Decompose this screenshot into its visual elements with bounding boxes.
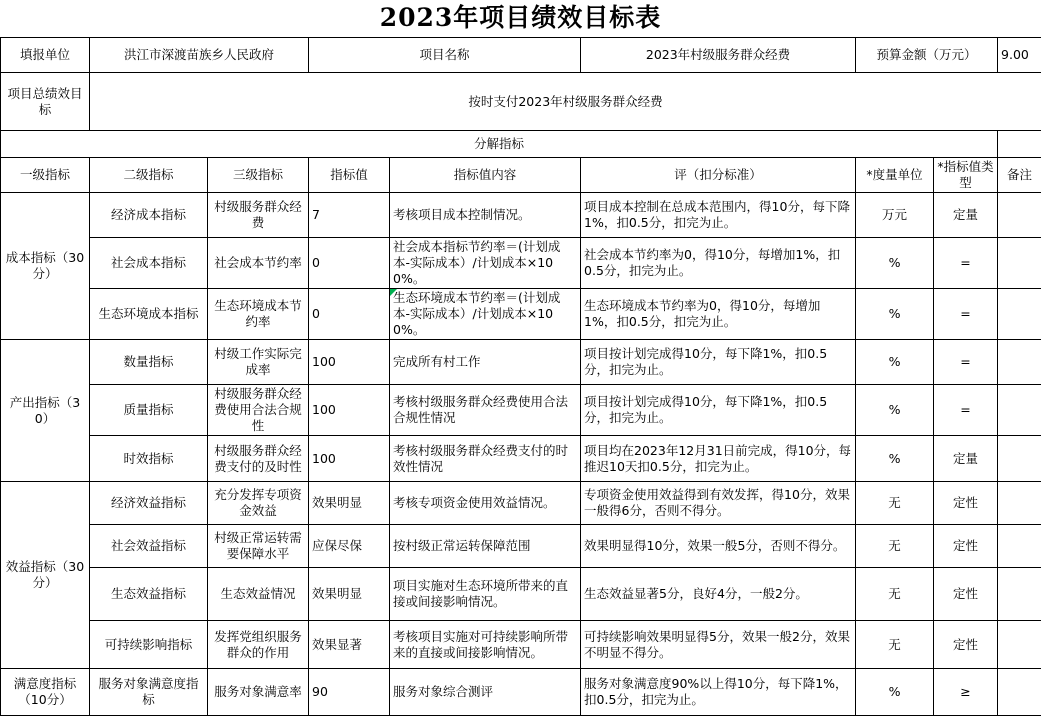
measure-unit-cell: %	[856, 385, 934, 436]
cell-comment-marker-icon	[390, 289, 397, 296]
indicator-row	[1, 669, 1041, 716]
indicator-value-cell: 应保尽保	[309, 525, 390, 568]
note-cell	[998, 525, 1041, 568]
measure-unit-cell: %	[856, 289, 934, 340]
value-type-cell: =	[934, 289, 998, 340]
value-type-cell: =	[934, 238, 998, 289]
indicator-content-cell: 服务对象综合测评	[390, 669, 581, 716]
indicator-content-cell	[390, 289, 581, 340]
scoring-criteria-cell: 服务对象满意度90%以上得10分，每下降1%，扣0.5分，扣完为止。	[581, 669, 856, 716]
overall-goal-value: 按时支付2023年村级服务群众经费	[90, 73, 1041, 131]
value-type-cell: =	[934, 340, 998, 385]
decomposed-indicators-row	[1, 131, 1041, 158]
indicator-row	[1, 238, 1041, 289]
reporting-unit-label: 填报单位	[1, 38, 90, 73]
scoring-criteria-cell: 效果明显得10分，效果一般5分，否则不得分。	[581, 525, 856, 568]
indicator-content-cell: 考核项目成本控制情况。	[390, 193, 581, 238]
level3-indicator-cell: 村级服务群众经费	[208, 193, 309, 238]
measure-unit-cell: %	[856, 669, 934, 716]
indicator-value-cell: 90	[309, 669, 390, 716]
level3-indicator-cell: 村级服务群众经费支付的及时性	[208, 436, 309, 482]
indicator-content-cell: 完成所有村工作	[390, 340, 581, 385]
page-title: 2023年项目绩效目标表	[0, 0, 1041, 37]
indicator-row	[1, 385, 1041, 436]
indicator-value-cell: 0	[309, 238, 390, 289]
indicator-content-text: 生态环境成本节约率＝(计划成本-实际成本）/计划成本×100%。	[393, 290, 560, 337]
level1-group-benefit: 效益指标（30分）	[1, 482, 90, 669]
overall-goal-row	[1, 73, 1041, 131]
col-header-criteria: 评（扣分标准）	[581, 158, 856, 193]
col-header-type: *指标值类型	[934, 158, 998, 193]
budget-amount-label: 预算金额（万元）	[856, 38, 998, 73]
level2-indicator-cell: 社会成本指标	[90, 238, 208, 289]
overall-goal-label: 项目总绩效目标	[1, 73, 90, 131]
col-header-level3: 三级指标	[208, 158, 309, 193]
indicator-value-cell: 效果明显	[309, 482, 390, 525]
project-name-label: 项目名称	[309, 38, 581, 73]
scoring-criteria-cell: 生态效益显著5分，良好4分，一般2分。	[581, 568, 856, 621]
scoring-criteria-cell: 项目按计划完成得10分，每下降1%，扣0.5分，扣完为止。	[581, 340, 856, 385]
measure-unit-cell: 万元	[856, 193, 934, 238]
level2-indicator-cell: 数量指标	[90, 340, 208, 385]
measure-unit-cell: 无	[856, 621, 934, 669]
indicator-content-cell: 考核专项资金使用效益情况。	[390, 482, 581, 525]
col-header-unit: *度量单位	[856, 158, 934, 193]
level2-indicator-cell: 时效指标	[90, 436, 208, 482]
level3-indicator-cell: 发挥党组织服务群众的作用	[208, 621, 309, 669]
measure-unit-cell: 无	[856, 482, 934, 525]
indicator-row	[1, 525, 1041, 568]
note-cell	[998, 436, 1041, 482]
level1-group-output: 产出指标（30）	[1, 340, 90, 482]
level2-indicator-cell: 生态环境成本指标	[90, 289, 208, 340]
value-type-cell: =	[934, 385, 998, 436]
indicator-value-cell: 7	[309, 193, 390, 238]
scoring-criteria-cell: 项目成本控制在总成本范围内，得10分，每下降1%，扣0.5分，扣完为止。	[581, 193, 856, 238]
note-cell	[998, 669, 1041, 716]
col-header-value: 指标值	[309, 158, 390, 193]
note-cell	[998, 238, 1041, 289]
indicator-value-cell: 0	[309, 289, 390, 340]
indicator-content-cell: 考核项目实施对可持续影响所带来的直接或间接影响情况。	[390, 621, 581, 669]
value-type-cell: 定性	[934, 525, 998, 568]
level2-indicator-cell: 生态效益指标	[90, 568, 208, 621]
level3-indicator-cell: 村级服务群众经费使用合法合规性	[208, 385, 309, 436]
level2-indicator-cell: 社会效益指标	[90, 525, 208, 568]
scoring-criteria-cell: 项目均在2023年12月31日前完成，得10分，每推迟10天扣0.5分，扣完为止。	[581, 436, 856, 482]
col-header-note: 备注	[998, 158, 1041, 193]
value-type-cell: 定性	[934, 568, 998, 621]
indicator-content-cell: 考核村级服务群众经费支付的时效性情况	[390, 436, 581, 482]
indicator-row	[1, 193, 1041, 238]
decomposed-indicators-title: 分解指标	[1, 131, 998, 158]
value-type-cell: 定性	[934, 482, 998, 525]
value-type-cell: 定量	[934, 436, 998, 482]
indicator-value-cell: 100	[309, 436, 390, 482]
reporting-unit-value: 洪江市深渡苗族乡人民政府	[90, 38, 309, 73]
indicator-row	[1, 482, 1041, 525]
level3-indicator-cell: 服务对象满意率	[208, 669, 309, 716]
value-type-cell: ≥	[934, 669, 998, 716]
info-row	[1, 38, 1041, 73]
indicator-content-cell: 项目实施对生态环境所带来的直接或间接影响情况。	[390, 568, 581, 621]
empty-note-header-cell	[998, 131, 1041, 158]
scoring-criteria-cell: 生态环境成本节约率为0，得10分，每增加1%，扣0.5分，扣完为止。	[581, 289, 856, 340]
note-cell	[998, 340, 1041, 385]
column-header-row	[1, 158, 1041, 193]
indicator-content-cell: 社会成本指标节约率＝(计划成本-实际成本）/计划成本×100%。	[390, 238, 581, 289]
scoring-criteria-cell: 项目按计划完成得10分，每下降1%，扣0.5分，扣完为止。	[581, 385, 856, 436]
indicator-row	[1, 436, 1041, 482]
indicator-content-cell: 考核村级服务群众经费使用合法合规性情况	[390, 385, 581, 436]
indicator-row	[1, 340, 1041, 385]
col-header-level2: 二级指标	[90, 158, 208, 193]
scoring-criteria-cell: 专项资金使用效益得到有效发挥，得10分，效果一般得6分，否则不得分。	[581, 482, 856, 525]
indicator-content-cell: 按村级正常运转保障范围	[390, 525, 581, 568]
level3-indicator-cell: 充分发挥专项资金效益	[208, 482, 309, 525]
level3-indicator-cell: 村级正常运转需要保障水平	[208, 525, 309, 568]
indicator-value-cell: 100	[309, 340, 390, 385]
budget-amount-value: 9.00	[998, 38, 1041, 73]
value-type-cell: 定性	[934, 621, 998, 669]
measure-unit-cell: %	[856, 238, 934, 289]
level2-indicator-cell: 服务对象满意度指标	[90, 669, 208, 716]
indicator-row	[1, 568, 1041, 621]
note-cell	[998, 289, 1041, 340]
project-name-value: 2023年村级服务群众经费	[581, 38, 856, 73]
value-type-cell: 定量	[934, 193, 998, 238]
note-cell	[998, 568, 1041, 621]
measure-unit-cell: 无	[856, 525, 934, 568]
level2-indicator-cell: 质量指标	[90, 385, 208, 436]
indicator-value-cell: 效果明显	[309, 568, 390, 621]
level1-group-satisfaction: 满意度指标（10分）	[1, 669, 90, 716]
level2-indicator-cell: 可持续影响指标	[90, 621, 208, 669]
level1-group-cost: 成本指标（30分）	[1, 193, 90, 340]
indicator-value-cell: 100	[309, 385, 390, 436]
scoring-criteria-cell: 可持续影响效果明显得5分，效果一般2分，效果不明显不得分。	[581, 621, 856, 669]
note-cell	[998, 621, 1041, 669]
level3-indicator-cell: 社会成本节约率	[208, 238, 309, 289]
note-cell	[998, 482, 1041, 525]
measure-unit-cell: %	[856, 436, 934, 482]
indicator-row	[1, 289, 1041, 340]
level2-indicator-cell: 经济成本指标	[90, 193, 208, 238]
level3-indicator-cell: 生态效益情况	[208, 568, 309, 621]
note-cell	[998, 193, 1041, 238]
measure-unit-cell: %	[856, 340, 934, 385]
col-header-content: 指标值内容	[390, 158, 581, 193]
scoring-criteria-cell: 社会成本节约率为0，得10分，每增加1%，扣0.5分，扣完为止。	[581, 238, 856, 289]
level2-indicator-cell: 经济效益指标	[90, 482, 208, 525]
performance-target-table	[0, 37, 1041, 716]
level3-indicator-cell: 生态环境成本节约率	[208, 289, 309, 340]
indicator-row	[1, 621, 1041, 669]
level3-indicator-cell: 村级工作实际完成率	[208, 340, 309, 385]
indicator-value-cell: 效果显著	[309, 621, 390, 669]
note-cell	[998, 385, 1041, 436]
col-header-level1: 一级指标	[1, 158, 90, 193]
measure-unit-cell: 无	[856, 568, 934, 621]
